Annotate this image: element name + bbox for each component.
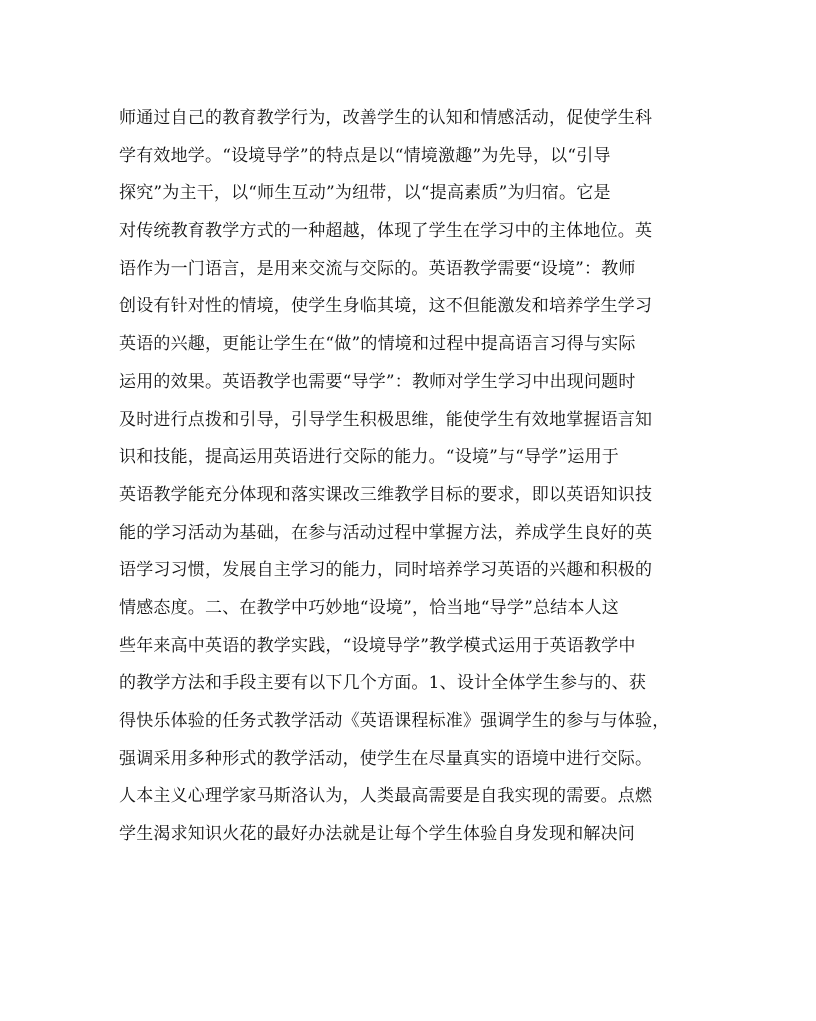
text-line: 及时进行点拨和引导，引导学生积极思维，能使学生有效地掌握语言知: [119, 409, 653, 430]
text-line: 英语的兴趣，更能让学生在“做”的情境和过程中提高语言习得与实际: [119, 334, 636, 355]
text-line: 学生渴求知识火花的最好办法就是让每个学生体验自身发现和解决问: [119, 824, 635, 845]
body-text: [119, 100, 699, 854]
text-line: 语学习习惯，发展自主学习的能力，同时培养学习英语的兴趣和积极的: [119, 560, 653, 581]
text-line: 运用的效果。英语教学也需要“导学”：教师对学生学习中出现问题时: [119, 371, 636, 392]
text-line: 情感态度。二、在教学中巧妙地“设境”，恰当地“导学”总结本人这: [119, 597, 619, 618]
text-line: 探究”为主干，以“师生互动”为纽带，以“提高素质”为归宿。它是: [119, 183, 611, 204]
text-line: 强调采用多种形式的教学活动，使学生在尽量真实的语境中进行交际。: [119, 748, 653, 769]
text-line: 语作为一门语言，是用来交流与交际的。英语教学需要“设境”：教师: [119, 258, 636, 279]
text-line: 的教学方法和手段主要有以下几个方面。1、设计全体学生参与的、获: [119, 673, 647, 694]
text-line: 学有效地学。“设境导学”的特点是以“情境激趣”为先导，以“引导: [119, 145, 611, 166]
text-line: 得快乐体验的任务式教学活动《英语课程标准》强调学生的参与与体验，: [119, 711, 670, 731]
text-line: 对传统教育教学方式的一种超越，体现了学生在学习中的主体地位。英: [119, 221, 653, 242]
text-line: 人本主义心理学家马斯洛认为，人类最高需要是自我实现的需要。点燃: [119, 786, 653, 807]
text-line: 能的学习活动为基础，在参与活动过程中掌握方法，养成学生良好的英: [119, 522, 653, 543]
text-line: 创设有针对性的情境，使学生身临其境，这不但能激发和培养学生学习: [119, 296, 653, 317]
text-line: 英语教学能充分体现和落实课改三维教学目标的要求，即以英语知识技: [119, 484, 653, 505]
text-line: 师通过自己的教育教学行为，改善学生的认知和情感活动，促使学生科: [119, 108, 653, 128]
text-line: 识和技能，提高运用英语进行交际的能力。“设境”与“导学”运用于: [119, 447, 619, 468]
text-line: 些年来高中英语的教学实践，“设境导学”教学模式运用于英语教学中: [119, 635, 636, 656]
